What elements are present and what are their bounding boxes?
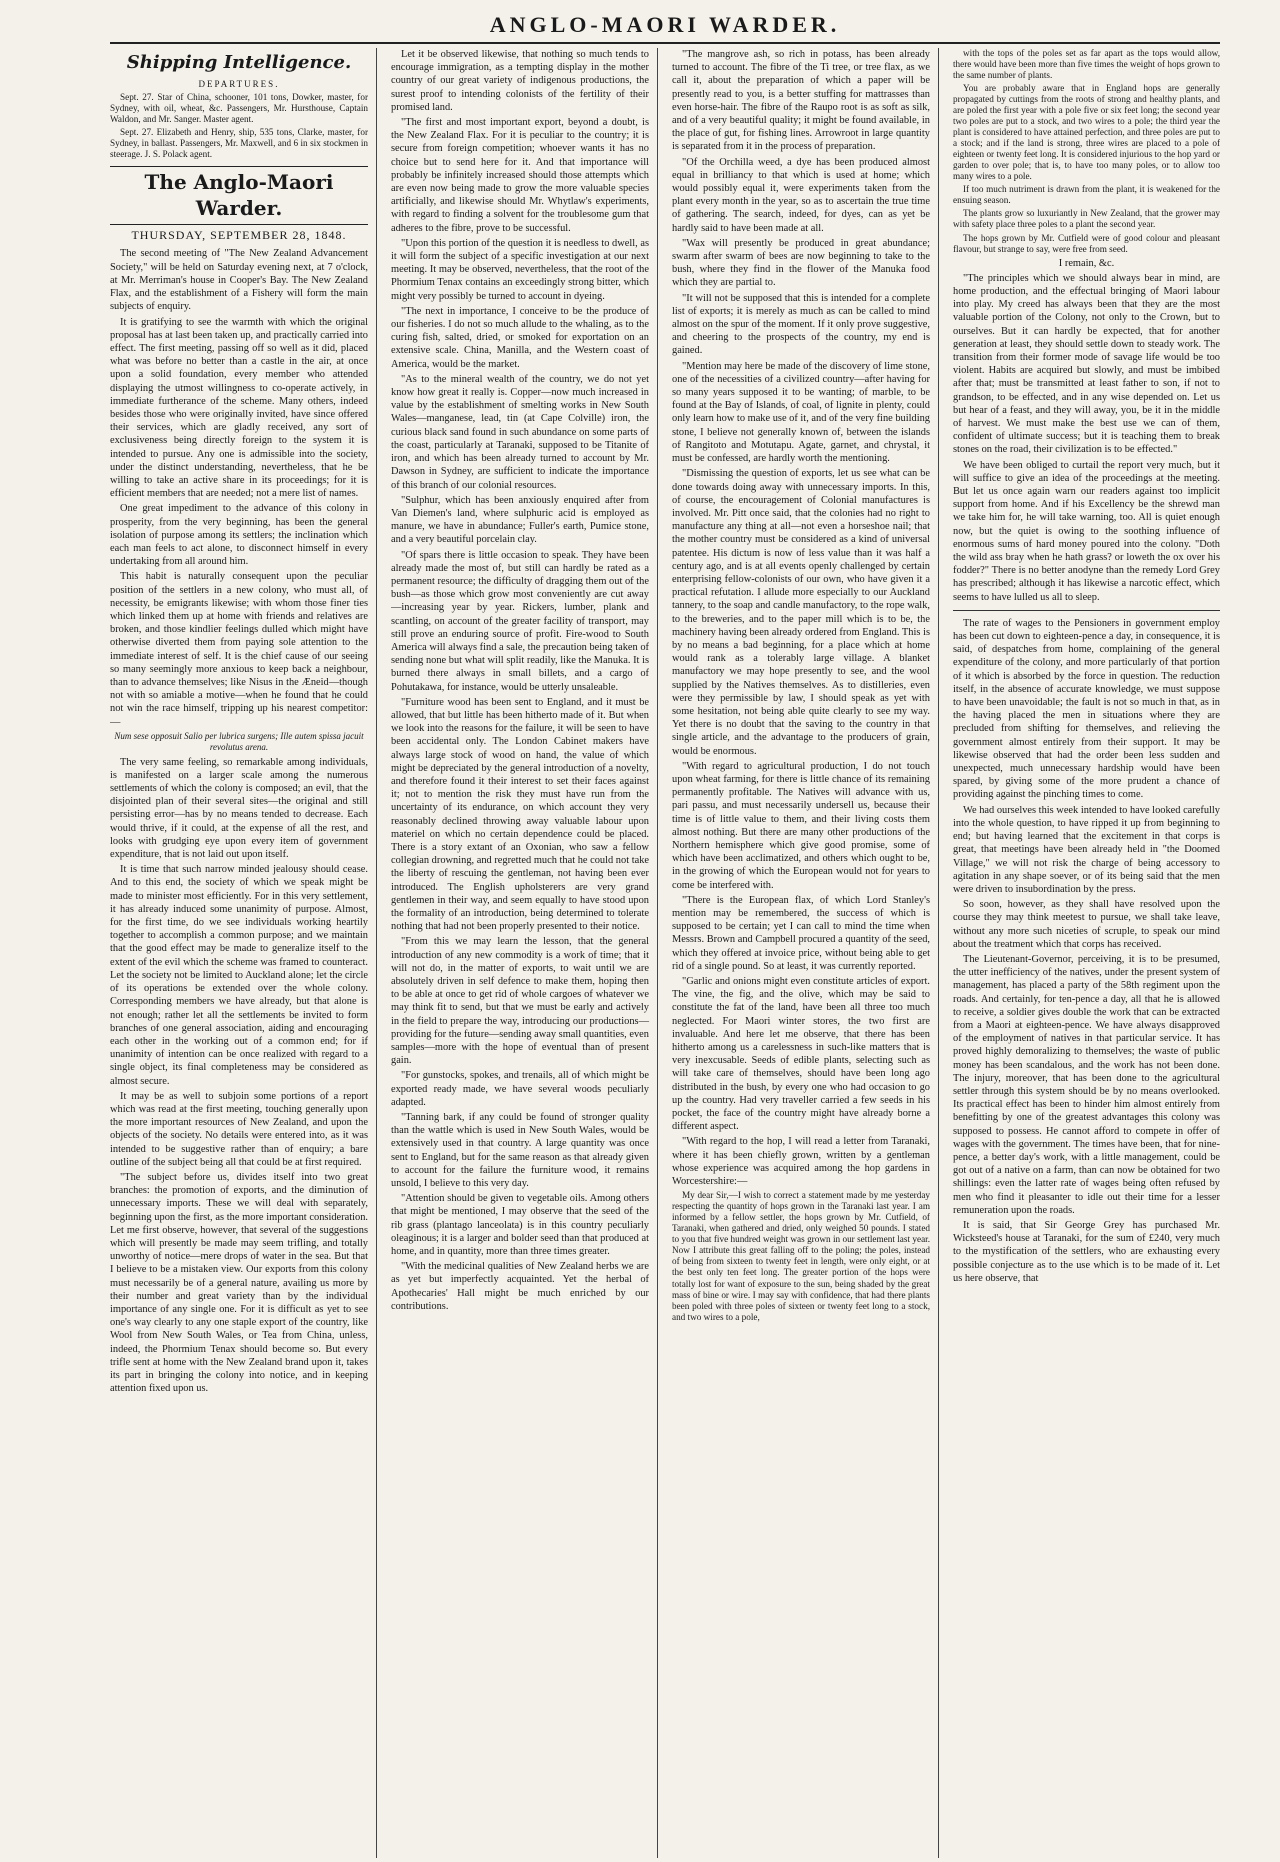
article-paragraph: This habit is naturally consequent upon the peculiar position of the settlers in a new colony, who must all, of necessity, be emigrants likewise; with whom those finer ties which linked them up at home with friends and relatives are broken, and those kindlier feelings dulled which might have otherwise diverted them from paying sole attention to the immediate interest of self. It is the chief cause of our seeing so many seemingly more anxious to keep back a neighbour, than to advance themselves; like Nisus in the Æneid—though not with so amiable a motive—when he found that he could not win the race himself, tripping up his nearest competitor:— bbox=[110, 571, 368, 728]
columns bbox=[110, 48, 1220, 1858]
dateline: THURSDAY, SEPTEMBER 28, 1848. bbox=[131, 228, 347, 243]
article-paragraph: The rate of wages to the Pensioners in government employ has been cut down to eighteen-pence a day, in consequence, it is said, of despatches from home, complaining of the general expenditure of the colony, and more particularly of that portion of it which is absorbed by the force in question. The reduction itself, in the absence of accurate knowledge, we must suppose to have been unavoidable; the fault is not so much in that, as in the having placed the men in situations where they are precluded from shifting for themselves, and relieving the government almost entirely from their support. It may be likewise observed that had the order been less sudden and unexpected, much unnecessary hardship would have been spared, by giving some of the more prudent a chance of providing against the pinching times to come. bbox=[953, 617, 1220, 801]
article-paragraph: "For gunstocks, spokes, and trenails, all of which might be exported ready made, we have several woods peculiarly adapted. bbox=[391, 1070, 649, 1108]
article-paragraph: "The principles which we should always bear in mind, are home production, and the effectual bringing of Maori labour into play. My creed has always been that they are the most valuable portion of the Colony, not only to the Crown, but to ourselves. But it can hardly be expected, that for another generation at least, they should settle down to steady work. The transition from their former mode of savage life would be too violent. Habits are acquired but slowly, and must be imbibed after that; must be transmitted at least father to son, if not to grandson, to be effected, and in any wise depended on. Let us but hear of a feast, and they will away, you, be it in the middle of harvest. We must make the best use we can of them, confident of ultimate success; but it is teaching them to break stones on the road, their civilization is to be effected." bbox=[953, 272, 1220, 456]
paper-title: The Anglo-Maori Warder. bbox=[110, 166, 368, 225]
article-paragraph: "From this we may learn the lesson, that the general introduction of any new commodity is a work of time; that it will not do, in the matter of exports, to wait until we are absolutely driven in self defence to make them, hoping then to be able at once to get rid of whole cargoes of whatever we may think fit to send, but that we must be early and actively in the field to prepare the way, introducing our productions—providing for the future—sending away small quantities, even samples—more with the hope of eventual than of present gain. bbox=[391, 936, 649, 1067]
article-paragraph: "As to the mineral wealth of the country, we do not yet know how great it really is. Copper—now much increased in value by the establishment of smelting works in New South Wales—manganese, lead, tin (at Cape Colville) iron, the curious black sand found in such abundance on some parts of the coast, particularly at Taranaki, supposed to be Titanite of iron, and which has been already turned to account by Mr. Dawson in Sydney, are sufficient to indicate the importance of this branch of our colonial resources. bbox=[391, 373, 649, 491]
article-paragraph: "Mention may here be made of the discovery of lime stone, one of the necessities of a civilized country—after having for so many years supposed it to be wanting; of marble, to be found at the Bay of Islands, of coal, of lignite in plenty, could only learn how to make use of it, and of the very fine building stone, I believe not generally known of, between the islands of Rangitoto and Motutapu. Agate, garnet, and chrystal, it must be confessed, are hardly worth the mentioning. bbox=[672, 360, 930, 465]
column-1 bbox=[110, 48, 377, 1858]
article-paragraph: It may be as well to subjoin some portions of a report which was read at the first meeting, touching generally upon the more important resources of New Zealand, and upon the objects of the society. No details were entered into, as it was intended to be suggestive rather than of enquiry; a bare outline of the subject being all that could be at first required. bbox=[110, 1090, 368, 1168]
article-paragraph: The second meeting of "The New Zealand Advancement Society," will be held on Saturday evening next, at 7 o'clock, at Mr. Merriman's house in Cooper's Bay. The New Zealand Flax, and the establishment of a Fishery will form the main subjects of enquiry. bbox=[110, 248, 368, 313]
article-paragraph: "Garlic and onions might even constitute articles of export. The vine, the fig, and the olive, which may be said to constitute the fat of the land, have been all three too much neglected. For Maori winter stores, the two first are invaluable. And here let me observe, that there has been hitherto among us a carelessness in such-like matters that is very inexcusable. Seeds of edible plants, selecting such as will take care of themselves, should have been long ago distributed in the bush, by every one who had occasion to go up the country. Had very traveller carried a few seeds in his pocket, the face of the country might have already borne a different aspect. bbox=[672, 976, 930, 1133]
masthead-rule bbox=[110, 42, 1220, 44]
article-paragraph: It is time that such narrow minded jealousy should cease. And to this end, the society of which we speak might be made to minister most efficiently. For in this very settlement, it has already induced some unanimity of purpose. Almost, for the first time, do we see individuals working heartily together to accomplish a common purpose; and we maintain that the good effect may be made to generalize itself to the extent of the evil which the scheme was framed to counteract. Let the society not be limited to Auckland alone; let the circle of its operations be extended over the whole colony. Corresponding members we have already, but that alone is not enough; rather let all the settlements be invited to form branches of one general association, aiding and encouraging each other in the working out of a common end; for if unanimity of intention can be once realized with regard to a single object, its final completeness may be considered as almost secure. bbox=[110, 864, 368, 1087]
letter-paragraph: You are probably aware that in England hops are generally propagated by cuttings from the roots of strong and healthy plants, and are poled the first year with a pole five or six feet long; the second year two poles are put to a stock, and two wires to a pole; the third year the plant is considered to have attained perfection, and three poles are put to a stock; and if the land is strong, three wires are placed to a pole of eighteen or twenty feet long. It is considered injurious to the hop yard or garden to over pole; that is, to have too many poles, or to allow too many wires to a pole. bbox=[953, 83, 1220, 182]
article-paragraph: One great impediment to the advance of this colony in prosperity, from the very beginning, has been the general isolation of purpose among its settlers; the inclination which each man feels to act alone, to disconnect himself in every undertaking from all around him. bbox=[110, 503, 368, 568]
article-paragraph: "With the medicinal qualities of New Zealand herbs we are as yet but imperfectly acquainted. Yet the herbal of Apothecaries' Hall might be much enriched by our contributions. bbox=[391, 1261, 649, 1312]
article-paragraph: The very same feeling, so remarkable among individuals, is manifested on a larger scale among the numerous settlements of which the colony is composed; an evil, that the disjointed plan of their several sites—the original and still persisting error—has by no means tended to decrease. Each would thrive, if it could, at the expense of all the rest, and looks with grudging eye upon every item of government expenditure, that is not laid out upon itself. bbox=[110, 756, 368, 861]
article-paragraph: "The next in importance, I conceive to be the produce of our fisheries. I do not so much allude to the whaling, as to the curing fish, salted, dried, or smoked for exportation on an extensive scale. China, Manilla, and the Western coast of America, would be the market. bbox=[391, 305, 649, 370]
article-paragraph: "Wax will presently be produced in great abundance; swarm after swarm of bees are now beginning to take to the bush, where they find in the flower of the Manuka food which they are partial to. bbox=[672, 237, 930, 289]
article-paragraph: "The subject before us, divides itself into two great branches: the promotion of exports, and the diminution of unnecessary imports. These we will deal with separately, beginning upon the first, as the more important consideration. Let me first observe, however, that several of the suggestions which will presently be made may seem trifling, and totally unworthy of notice—mere drops of water in the sea. But that I believe to be a mistaken view. Our exports from this colony must necessarily be of a general nature, availing us more by their number and great variety than by the individual importance of any single one. For it is difficult as yet to see one's way clearly to any one staple export of the country, like Wool from New South Wales, or Tea from China, unless, indeed, the Phormium Tenax should become so. But every trifle sent at home with the New Zealand brand upon it, takes its part in bringing the colony into notice, and in keeping attention fixed upon us. bbox=[110, 1171, 368, 1395]
article-paragraph: "Furniture wood has been sent to England, and it must be allowed, that but little has been hitherto made of it. But when we look into the reasons for the failure, it will be seen to have been accidental only. The London Cabinet makers have always large stock of wood on hand, the value of which might be depreciated by the general introduction of a novelty, and therefore found it their interest to set their faces against it; not to mention the risk they must have run from the uncertainty of its endurance, on which account they very reasonably declined throwing away valuable labour upon materiel on which no certain dependence could be placed. There is a story extant of an Oxonian, who saw a fellow collegian drowning, and regretted much that he could not take the liberty of rescuing the gentleman, not having been ever introduced. The English upholsterers are very grand gentlemen in their way, and seem equally to have stood upon the formality of an introduction, being determined to tolerate nothing that had not been properly presented to their notice. bbox=[391, 696, 649, 933]
article-paragraph: It is said, that Sir George Grey has purchased Mr. Wicksteed's house at Taranaki, for the sum of £240, very much to the mystification of the settlers, who are exhausting every possible conjecture as to the use which is to be made of it. Let us here observe, that bbox=[953, 1219, 1220, 1284]
article-paragraph: So soon, however, as they shall have resolved upon the course they may think meetest to pursue, we shall take leave, without any more such niceties of scruple, to speak our mind about the treatment which that corps has received. bbox=[953, 899, 1220, 950]
article-paragraph: "With regard to agricultural production, I do not touch upon wheat farming, for there is little chance of its remaining permanently profitable. The Natives will advance with us, pari passu, and must necessarily undersell us, because their time is of little value to them, and their living costs them almost nothing. But there are many other productions of the Northern hemisphere which give good promise, some of which have been acclimatized, and others which ought to be, in the growing of which the European would not for years to come be interfered with. bbox=[672, 760, 930, 891]
article-paragraph: "Attention should be given to vegetable oils. Among others that might be mentioned, I may observe that the seed of the rib grass (plantago lanceolata) is in this country peculiarly oleaginous; it is a larger and bolder seed than that produced at home, and in quantity, more than three times greater. bbox=[391, 1193, 649, 1258]
column-4 bbox=[953, 48, 1220, 1858]
article-paragraph: We have been obliged to curtail the report very much, but it will suffice to give an idea of the proceedings at the meeting. But let us once again warn our readers against too implicit support from home. And if his Excellency be the shrewd man we take him for, he will take warning, too. All is quiet enough now, but the quiet is owing to the soothing influence of enormous sums of hard money poured into the colony. "Doth the wild ass bray when he hath grass? or loweth the ox over his fodder?" There is no better anodyne than the remedy Lord Grey has prescribed; although it has likewise a narcotic effect, which seems to have lulled us all to sleep. bbox=[953, 459, 1220, 603]
shipping-subheading: DEPARTURES. bbox=[198, 78, 280, 89]
letter-paragraph: with the tops of the poles set as far apart as the tops would allow, there would have been more than five times the weight of hops grown to the same number of plants. bbox=[953, 48, 1220, 81]
article-paragraph: "Sulphur, which has been anxiously enquired after from Van Diemen's land, where sulphuric acid is employed as manure, we have in abundance; Fuller's earth, Pumice stone, and a very beautiful porcelain clay. bbox=[391, 494, 649, 546]
article-paragraph: "The first and most important export, beyond a doubt, is the New Zealand Flax. For it is peculiar to the country; it is secure from foreign competition; whoever wants it has no choice but to send here for it. And that importance will probably be infinitely increased should those attempts which are even now being made to grow the more valuable species artificially, and likewise should Mr. Whytlaw's experiments, with regard to finding a solvent for the troublesome gum that adheres to the fibre, prove to be successful. bbox=[391, 117, 649, 234]
article-paragraph: "It will not be supposed that this is intended for a complete list of exports; it is merely as much as can be called to mind almost on the spur of the moment. If it only prove suggestive, and cheering to the prospects of the country, my end is gained. bbox=[672, 292, 930, 357]
letter-paragraph: My dear Sir,—I wish to correct a statement made by me yesterday respecting the quantity of hops grown in the Taranaki last year. I am informed by a fellow settler, the hops grown by Mr. Cutfield, of Taranaki, when gathered and dried, only weighed 50 pounds. I stated to you that five hundred weight was grown in our settlement last year. Now I attribute this great falling off to the poling; the poles, instead of being from sixteen to twenty feet in length, were only eight, or at the best only ten feet long. The greater portion of the hops were totally lost for want of exposure to the sun, being shaded by the great mass of bine or wire. I may say with confidence, that had there plants been poled with three poles of sixteen or twenty feet long to a stock, and two wires to a pole, bbox=[672, 1190, 930, 1322]
letter-paragraph: The hops grown by Mr. Cutfield were of good colour and pleasant flavour, but strange to say, were free from seed. bbox=[953, 232, 1220, 254]
article-paragraph: "Upon this portion of the question it is needless to dwell, as it will form the subject of a specific investigation at our next meeting. It may be observed, nevertheless, that the root of the Phormium Tenax contains an exceedingly strong bitter, which might very possibly be turned to account in dyeing. bbox=[391, 237, 649, 302]
column-2 bbox=[391, 48, 658, 1858]
article-paragraph: "Of spars there is little occasion to speak. They have been already made the most of, but still can hardly be rated as a permanent resource; the difficulty of dragging them out of the bush—as those which grow most conveniently are cut away—increasing year by year. Rickers, lumber, plank and scantling, on account of the greater facility of transport, may still prove an enduring source of profit. Fire-wood to South America will always find a sale, the precaution being taken of sending none but what will split readily, like the Manuka. It is burned there always in small billets, and a cargo of Pohutakawa, for instance, would be utterly unsaleable. bbox=[391, 549, 649, 693]
masthead: ANGLO-MAORI WARDER. bbox=[489, 12, 841, 37]
latin-quotation: Num sese opposuit Salio per lubrica surgens; Ille autem spissa jacuit revolutus arena. bbox=[114, 730, 364, 753]
article-paragraph: "There is the European flax, of which Lord Stanley's mention may be remembered, the success of which is supposed to be certain; yet I can call to mind the time when Messrs. Brown and Campbell procured a quantity of the seed, which they offered at invoice price, without being able to get rid of a single pound. So at least, it was currently reported. bbox=[672, 894, 930, 972]
letter-paragraph: The plants grow so luxuriantly in New Zealand, that the grower may with safety place three poles to a plant the second year. bbox=[953, 208, 1220, 230]
shipping-item: Sept. 27. Star of China, schooner, 101 tons, Dowker, master, for Sydney, with oil, wheat, &c. Passengers, Mr. Hursthouse, Captain Waldon, and Mr. Sanger. Master agent. bbox=[110, 92, 368, 125]
article-paragraph: "With regard to the hop, I will read a letter from Taranaki, where it has been chiefly grown, written by a gentleman whose experience was acquired among the hop gardens in Worcestershire:— bbox=[672, 1136, 930, 1188]
article-paragraph: "Of the Orchilla weed, a dye has been produced almost equal in brilliancy to that which is used at home; which would possibly equal it, were experiments taken from the plant every month in the year, so as to ascertain the true time of gathering. The search, indeed, for dyes, can as yet be hardly said to have been made at all. bbox=[672, 156, 930, 234]
article-divider bbox=[953, 610, 1220, 611]
article-paragraph: We had ourselves this week intended to have looked carefully into the whole question, to have ripped it up from beginning to end; but having learned that the excitement in that corps is great, that meetings have been already held in "the Doomed Village," we will not risk the charge of being accessory to agitation in any shape soever, or of its being said that the men were driven to insubordination by the press. bbox=[953, 804, 1220, 895]
column-3 bbox=[672, 48, 939, 1858]
article-paragraph: "The mangrove ash, so rich in potass, has been already turned to account. The fibre of the Ti tree, or tree flax, as we call it, about the preparation of which a paper will be presently read to you, is a better stuffing for mattrasses than even horse-hair. The fibre of the Raupo root is as soft as silk, and of a very beautiful quality; it might be found available, in the place of gut, for fishing lines. Arrowroot in large quantity is separated from it in the process of preparation. bbox=[672, 49, 930, 153]
letter-paragraph: If too much nutriment is drawn from the plant, it is weakened for the ensuing season. bbox=[953, 184, 1220, 206]
letter-signature: I remain, &c. bbox=[1058, 257, 1115, 269]
shipping-heading: Shipping Intelligence. bbox=[126, 52, 352, 73]
article-paragraph: "Dismissing the question of exports, let us see what can be done towards doing away with unnecessary imports. In this, of course, the encouragement of Colonial manufactures is involved. Mr. Pitt once said, that the colonies had no right to manufacture any thing at all—not even a horseshoe nail; that the mother country must be considered as a kind of universal patentee. His dictum is now of less value than it was half a century ago, and is at all events openly challenged by certain enterprising fellow-colonists of our own, who have given it a practical refutation. I allude more especially to our Auckland tannery, to the soap and candle manufactory, to the rope walk, to the breweries, and to the paper mill which is to be, the machinery having been already ordered from England. This is by no means a bad beginning, for a place which at home would rank as a tolerably large village. A blanket manufactory we may hope presently to see, and the wool supplied by the Natives themselves. As to distilleries, even were they permissible by law, I should speak as yet with some hesitation, not being able quite clearly to see my way. Yet there is no doubt that the saving to the country in that single article, and the advantage to the producers of grain, would be enormous. bbox=[672, 468, 930, 757]
article-paragraph: Let it be observed likewise, that nothing so much tends to encourage immigration, as a tempting display in the mother country of our great variety of indigenous productions, the surest proof to intending colonists of the fertility of their promised land. bbox=[391, 49, 649, 113]
shipping-item: Sept. 27. Elizabeth and Henry, ship, 535 tons, Clarke, master, for Sydney, in ballast. Passengers, Mr. Maxwell, and 6 in six stockmen in steerage. J. S. Polack agent. bbox=[110, 127, 368, 160]
article-paragraph: It is gratifying to see the warmth with which the original proposal has at last been taken up, and practically carried into effect. The first meeting, passing off so well as it did, placed what was before no better than a castle in the air, at once upon a solid foundation, every member who attended displaying the utmost willingness to co-operate actively, in immediate furtherance of the scheme. Many others, indeed besides those who were originally invited, have since offered their services, which are gladly received, any sort of exclusiveness being directly foreign to the system it is intended to pursue. Any one is admissible into the society, under the distinct understanding, nevertheless, that he be willing to take an active share in its proceedings; for it is efficient members that are needed; not a mere list of names. bbox=[110, 316, 368, 500]
article-paragraph: "Tanning bark, if any could be found of stronger quality than the wattle which is used in New South Wales, would be extensively used in that country. A large quantity was once sent to England, but for the same reason as that already given to account for the failure the furniture wood, it remains unsold, I believe to this very day. bbox=[391, 1112, 649, 1190]
article-paragraph: The Lieutenant-Governor, perceiving, it is to be presumed, the utter inefficiency of the natives, under the present system of management, has placed a party of the 58th regiment upon the roads. And certainly, for ten-pence a day, all that he is allowed to receive, a soldier gives double the work that can be extracted from a Maori at eighteen-pence. We have always disapproved of the employment of natives in that particular service. It has proved highly demoralizing to themselves; the waste of public money has been scandalous, and the work has not been done. The injury, moreover, that has been done to the agricultural settler through this system should be by no means overlooked. Its practical effect has been to hinder him almost entirely from benefitting by one of the greatest advantages this colony was supposed to possess. He cannot afford to compete in offer of wages with the government. The times have been, that for nine-pence, a better day's work, with a little management, could be got out of a native on a farm, than can now be obtained for two shillings: even the latter rate of wages being often refused by men who find it pleasanter to idle out their time for a lesser remuneration upon the roads. bbox=[953, 953, 1220, 1216]
